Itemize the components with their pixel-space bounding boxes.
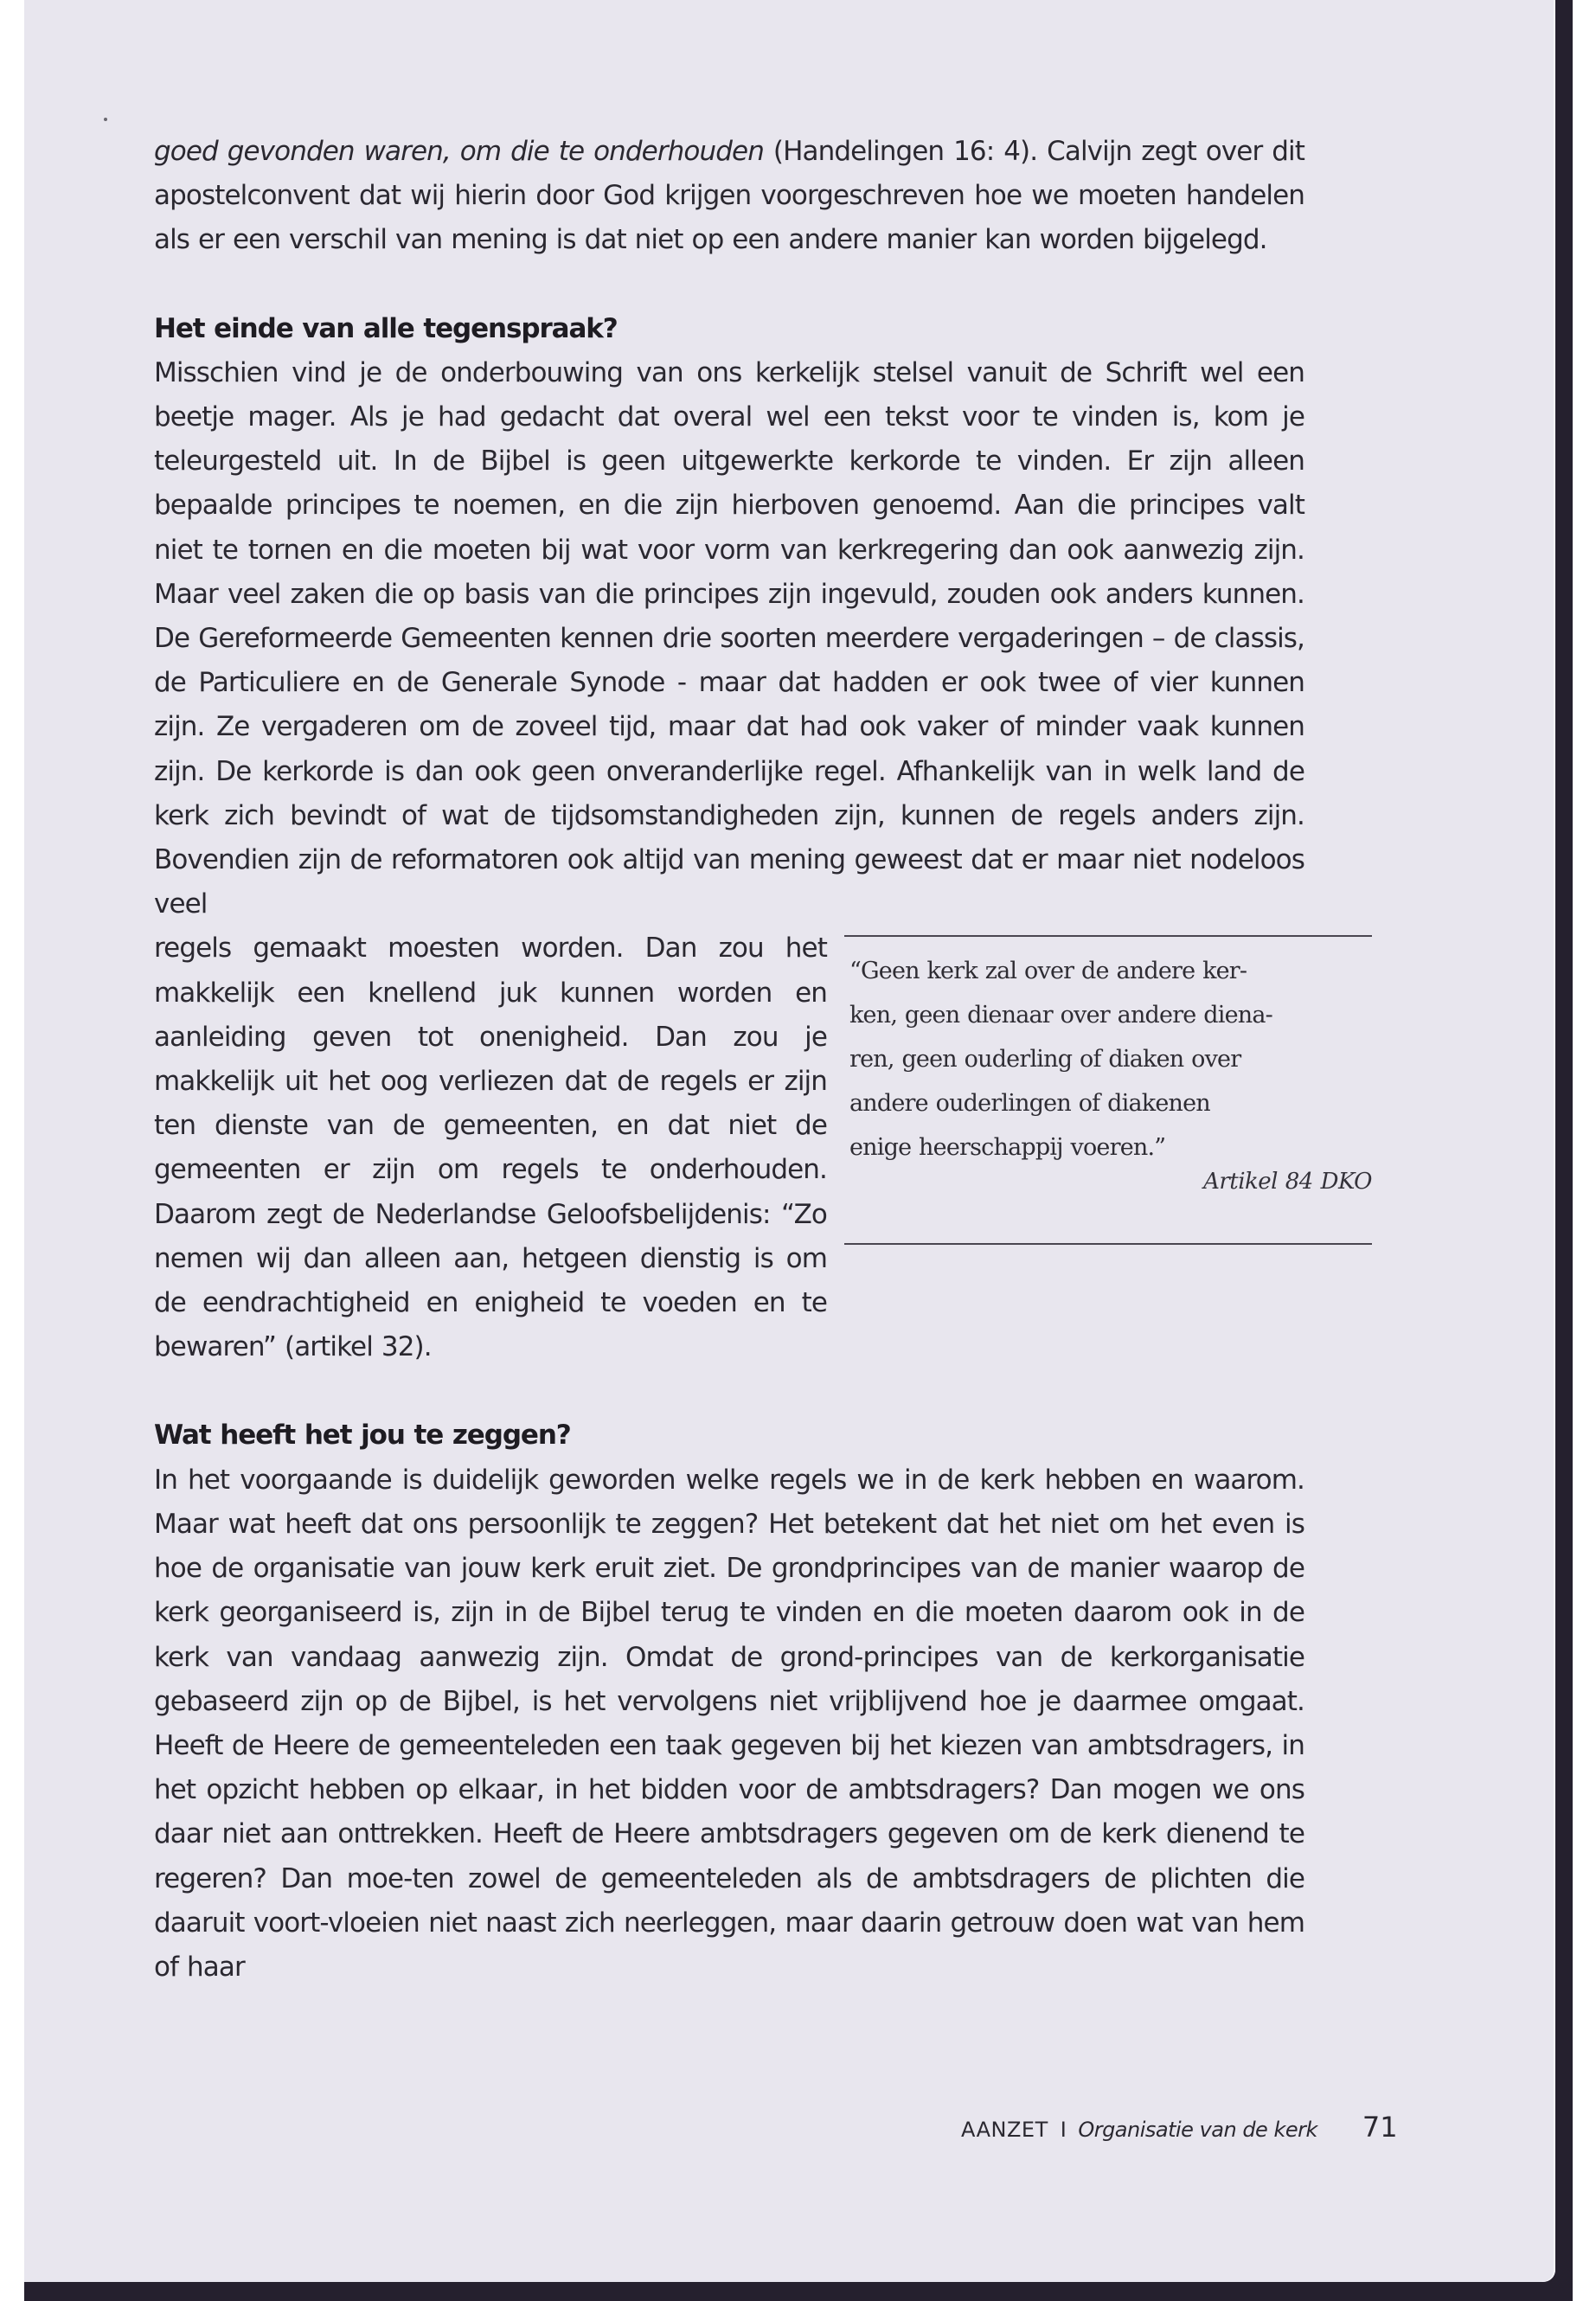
- footer-chapter-title: Organisatie van de kerk: [1078, 2118, 1317, 2142]
- sidebar-quote-line: enige heerschappij voeren.”: [849, 1134, 1166, 1162]
- intro-paragraph: [154, 130, 1304, 263]
- section1-paragraph-continued: regels gemaakt moesten worden. Dan zou het makkelijk een knellend juk kunnen worden en aanleiding geven tot onenigheid. Dan zou je makkelijk uit het oog verliezen dat de regels er zijn ten dienste van de gemeenten, en dat niet de gemeenten er zijn om regels te onderhouden. Daarom zegt de Nederlandse Geloofsbelijdenis: “Zo nemen wij dan alleen aan, hetgeen dienstig is om de eendrachtigheid en enigheid te voeden en te bewaren” (artikel 32).: [154, 933, 827, 1363]
- sidebar-quote-line: ren, geen ouderling of diaken over: [849, 1046, 1241, 1074]
- footer-series-title: AANZET: [961, 2118, 1048, 2142]
- sidebar-quote-line: andere ouderlingen of diakenen: [849, 1090, 1210, 1118]
- spacer: [154, 1369, 1304, 1413]
- spacer: [154, 263, 1304, 307]
- section-heading-tegenspraak: Het einde van alle tegenspraak?: [154, 312, 618, 344]
- page-content: [154, 130, 1372, 1990]
- footer-separator: I: [1060, 2118, 1067, 2142]
- intro-paragraph-text: (Handelingen 16: 4). Calvijn zegt over dit apostelconvent dat wij hierin door God krijgen voorgeschreven hoe we moeten handelen als er een verschil van mening is dat niet op een andere manier kan worden bijgelegd.: [154, 136, 1304, 256]
- speck-mark: [104, 118, 107, 121]
- sidebar-quote-box: [844, 935, 1372, 1245]
- two-column-block: [154, 926, 1372, 1369]
- intro-italic-quote: goed gevonden waren, om die te onderhouden: [154, 136, 764, 167]
- section-heading-wat-heeft-het-jou-te-zeggen: Wat heeft het jou te zeggen?: [154, 1420, 571, 1452]
- section2-paragraph: In het voorgaande is duidelijk geworden welke regels we in de kerk hebben en waarom. Maar wat heeft dat ons persoonlijk te zeggen? Het betekent dat het niet om het even is hoe de organisatie van jouw kerk eruit ziet. De grondprincipes van de manier waarop de kerk georganiseerd is, zijn in de Bijbel terug te vinden en die moeten daarom ook in de kerk van vandaag aanwezig zijn. Omdat de grond-principes van de kerkorganisatie gebaseerd zijn op de Bijbel, is het vervolgens niet vrijblijvend hoe je daarmee omgaat. Heeft de Heere de gemeenteleden een taak gegeven bij het kiezen van ambtsdragers, in het opzicht hebben op elkaar, in het bidden voor de ambtsdragers? Dan mogen we ons daar niet aan onttrekken. Heeft de Heere ambtsdragers gegeven om de kerk dienend te regeren? Dan moe-ten zowel de gemeenteleden als de ambtsdragers de plichten die daaruit voort-vloeien niet naast zich neerleggen, maar daarin getrouw doen wat van hem of haar: [154, 1464, 1304, 1983]
- left-column: [154, 926, 827, 1369]
- sidebar-quote-line: “Geen kerk zal over de andere ker-: [849, 958, 1247, 985]
- book-page: [24, 0, 1555, 2282]
- sidebar-quote-source: Artikel 84 DKO: [1203, 1169, 1372, 1195]
- section1-paragraph: Misschien vind je de onderbouwing van ons kerkelijk stelsel vanuit de Schrift wel een beetje mager. Als je had gedacht dat overal wel een tekst voor te vinden is, kom je teleurgesteld uit. In de Bijbel is geen uitgewerkte kerkorde te vinden. Er zijn alleen bepaalde principes te noemen, en die zijn hierboven genoemd. Aan die principes valt niet te tornen en die moeten bij wat voor vorm van kerkregering dan ook aanwezig zijn. Maar veel zaken die op basis van die principes zijn ingevuld, zouden ook anders kunnen. De Gereformeerde Gemeenten kennen drie soorten meerdere vergaderingen – de classis, de Particuliere en de Generale Synode - maar dat hadden er ook twee of vier kunnen zijn. Ze vergaderen om de zoveel tijd, maar dat had ook vaker of minder vaak kunnen zijn. De kerkorde is dan ook geen onveranderlijke regel. Afhankelijk van in welk land de kerk zich bevindt of wat de tijdsomstandigheden zijn, kunnen de regels anders zijn. Bovendien zijn de reformatoren ook altijd van mening geweest dat er maar niet nodeloos veel: [154, 356, 1304, 920]
- page-footer: [961, 2111, 1398, 2144]
- page-number: 71: [1362, 2111, 1398, 2144]
- sidebar-quote-line: ken, geen dienaar over andere diena-: [849, 1002, 1272, 1029]
